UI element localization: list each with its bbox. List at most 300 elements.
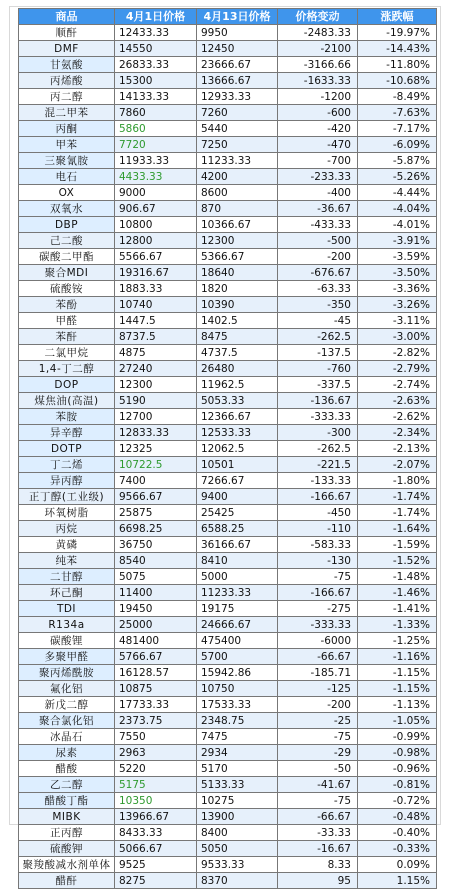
cell-change-pct: -1.13% — [358, 697, 437, 713]
cell-price-apr13: 8370 — [197, 873, 278, 889]
cell-change-pct: -1.05% — [358, 713, 437, 729]
cell-price-apr1: 26833.33 — [115, 57, 197, 73]
cell-change-pct: 1.15% — [358, 873, 437, 889]
cell-price-change: -600 — [278, 105, 358, 121]
table-row — [19, 313, 437, 329]
cell-change-pct: -1.46% — [358, 585, 437, 601]
cell-change-pct: -7.17% — [358, 121, 437, 137]
table-row — [19, 201, 437, 217]
cell-price-apr1: 19316.67 — [115, 265, 197, 281]
cell-price-apr13: 36166.67 — [197, 537, 278, 553]
cell-price-apr13: 5366.67 — [197, 249, 278, 265]
cell-price-change: -66.67 — [278, 809, 358, 825]
table-row — [19, 873, 437, 889]
cell-price-change: -3166.66 — [278, 57, 358, 73]
cell-price-apr13: 5440 — [197, 121, 278, 137]
cell-price-apr1: 9000 — [115, 185, 197, 201]
cell-price-apr13: 25425 — [197, 505, 278, 521]
cell-commodity: 碳酸锂 — [19, 633, 115, 649]
cell-price-apr1: 12833.33 — [115, 425, 197, 441]
cell-change-pct: -11.80% — [358, 57, 437, 73]
cell-price-apr1: 13966.67 — [115, 809, 197, 825]
cell-change-pct: -1.25% — [358, 633, 437, 649]
cell-price-change: -41.67 — [278, 777, 358, 793]
cell-price-apr1: 8433.33 — [115, 825, 197, 841]
cell-price-change: -262.5 — [278, 329, 358, 345]
table-row — [19, 249, 437, 265]
cell-commodity: 丁二烯 — [19, 457, 115, 473]
cell-commodity: 1,4-丁二醇 — [19, 361, 115, 377]
cell-price-change: -45 — [278, 313, 358, 329]
cell-price-apr13: 6588.25 — [197, 521, 278, 537]
cell-price-change: -1200 — [278, 89, 358, 105]
table-row — [19, 649, 437, 665]
cell-price-apr13: 7250 — [197, 137, 278, 153]
cell-price-apr1: 25875 — [115, 505, 197, 521]
cell-change-pct: -1.16% — [358, 649, 437, 665]
cell-price-apr13: 11233.33 — [197, 153, 278, 169]
table-row — [19, 777, 437, 793]
cell-price-apr13: 18640 — [197, 265, 278, 281]
cell-price-change: -75 — [278, 569, 358, 585]
cell-price-apr1: 5766.67 — [115, 649, 197, 665]
cell-price-change: -130 — [278, 553, 358, 569]
price-change-table — [18, 8, 437, 889]
cell-price-apr13: 4200 — [197, 169, 278, 185]
cell-price-change: -36.67 — [278, 201, 358, 217]
cell-price-apr13: 1402.5 — [197, 313, 278, 329]
cell-price-apr1: 27240 — [115, 361, 197, 377]
cell-price-apr13: 12300 — [197, 233, 278, 249]
cell-price-change: -676.67 — [278, 265, 358, 281]
table-row — [19, 713, 437, 729]
cell-price-apr1: 5075 — [115, 569, 197, 585]
cell-price-apr13: 5170 — [197, 761, 278, 777]
cell-price-apr1: 16128.57 — [115, 665, 197, 681]
cell-price-apr13: 1820 — [197, 281, 278, 297]
cell-price-apr1: 9566.67 — [115, 489, 197, 505]
cell-price-apr1: 9525 — [115, 857, 197, 873]
cell-price-apr13: 12366.67 — [197, 409, 278, 425]
cell-price-apr1: 10875 — [115, 681, 197, 697]
table-row — [19, 73, 437, 89]
cell-price-apr13: 26480 — [197, 361, 278, 377]
cell-price-change: -63.33 — [278, 281, 358, 297]
cell-price-apr13: 7475 — [197, 729, 278, 745]
table-row — [19, 601, 437, 617]
cell-commodity: DBP — [19, 217, 115, 233]
table-body — [19, 25, 437, 889]
cell-commodity: 丙二醇 — [19, 89, 115, 105]
cell-price-apr13: 10366.67 — [197, 217, 278, 233]
table-row — [19, 57, 437, 73]
cell-change-pct: -0.48% — [358, 809, 437, 825]
cell-price-apr1: 7400 — [115, 473, 197, 489]
table-row — [19, 105, 437, 121]
cell-commodity: 二甘醇 — [19, 569, 115, 585]
cell-price-apr1: 8737.5 — [115, 329, 197, 345]
table-row — [19, 633, 437, 649]
cell-price-apr13: 10390 — [197, 297, 278, 313]
cell-price-apr13: 8400 — [197, 825, 278, 841]
cell-price-apr1: 36750 — [115, 537, 197, 553]
cell-commodity: 苯酐 — [19, 329, 115, 345]
cell-price-apr13: 9950 — [197, 25, 278, 41]
cell-commodity: 黄磷 — [19, 537, 115, 553]
table-row — [19, 809, 437, 825]
table-row — [19, 41, 437, 57]
cell-price-change: -136.67 — [278, 393, 358, 409]
cell-price-apr13: 12062.5 — [197, 441, 278, 457]
table-row — [19, 681, 437, 697]
cell-change-pct: -1.52% — [358, 553, 437, 569]
cell-commodity: 二氯甲烷 — [19, 345, 115, 361]
cell-commodity: 异辛醇 — [19, 425, 115, 441]
table-row — [19, 537, 437, 553]
cell-commodity: 聚羧酸减水剂单体 — [19, 857, 115, 873]
cell-commodity: 苯胺 — [19, 409, 115, 425]
cell-price-apr13: 870 — [197, 201, 278, 217]
cell-change-pct: -2.34% — [358, 425, 437, 441]
cell-change-pct: -3.36% — [358, 281, 437, 297]
cell-price-change: -33.33 — [278, 825, 358, 841]
cell-price-change: -125 — [278, 681, 358, 697]
cell-commodity: 新戊二醇 — [19, 697, 115, 713]
cell-price-apr13: 5000 — [197, 569, 278, 585]
cell-price-apr1: 4433.33 — [115, 169, 197, 185]
cell-commodity: 聚合氯化铝 — [19, 713, 115, 729]
cell-price-change: -420 — [278, 121, 358, 137]
cell-commodity: 碳酸二甲酯 — [19, 249, 115, 265]
cell-price-apr13: 12933.33 — [197, 89, 278, 105]
table-row — [19, 729, 437, 745]
cell-price-apr1: 11933.33 — [115, 153, 197, 169]
cell-change-pct: -1.48% — [358, 569, 437, 585]
cell-commodity: 异丙醇 — [19, 473, 115, 489]
cell-price-apr1: 12300 — [115, 377, 197, 393]
cell-price-apr1: 2963 — [115, 745, 197, 761]
table-row — [19, 281, 437, 297]
header-row — [19, 9, 437, 25]
cell-price-change: -200 — [278, 249, 358, 265]
cell-price-change: -1633.33 — [278, 73, 358, 89]
cell-commodity: 正丙醇 — [19, 825, 115, 841]
cell-change-pct: -1.64% — [358, 521, 437, 537]
cell-change-pct: -3.91% — [358, 233, 437, 249]
cell-change-pct: -0.81% — [358, 777, 437, 793]
table-row — [19, 425, 437, 441]
header-price-change: 价格变动 — [278, 9, 358, 25]
cell-commodity: 乙二醇 — [19, 777, 115, 793]
cell-price-change: -2483.33 — [278, 25, 358, 41]
table-row — [19, 793, 437, 809]
cell-price-apr1: 5190 — [115, 393, 197, 409]
cell-commodity: 聚合MDI — [19, 265, 115, 281]
cell-price-apr1: 8275 — [115, 873, 197, 889]
cell-commodity: 三聚氰胺 — [19, 153, 115, 169]
cell-price-apr1: 5175 — [115, 777, 197, 793]
cell-price-apr1: 5566.67 — [115, 249, 197, 265]
cell-change-pct: -4.01% — [358, 217, 437, 233]
cell-price-change: -700 — [278, 153, 358, 169]
cell-price-change: -66.67 — [278, 649, 358, 665]
cell-price-change: -450 — [278, 505, 358, 521]
cell-price-change: -110 — [278, 521, 358, 537]
cell-change-pct: -3.50% — [358, 265, 437, 281]
cell-commodity: 氟化铝 — [19, 681, 115, 697]
cell-price-apr13: 4737.5 — [197, 345, 278, 361]
cell-commodity: 煤焦油(高温) — [19, 393, 115, 409]
cell-commodity: 纯苯 — [19, 553, 115, 569]
cell-price-change: -262.5 — [278, 441, 358, 457]
table-row — [19, 569, 437, 585]
table-row — [19, 745, 437, 761]
header-commodity: 商品 — [19, 9, 115, 25]
cell-price-change: -333.33 — [278, 409, 358, 425]
cell-price-change: -166.67 — [278, 585, 358, 601]
table-row — [19, 153, 437, 169]
cell-price-apr13: 12533.33 — [197, 425, 278, 441]
cell-price-change: -470 — [278, 137, 358, 153]
table-row — [19, 505, 437, 521]
cell-change-pct: -1.15% — [358, 665, 437, 681]
cell-change-pct: -3.59% — [358, 249, 437, 265]
table-row — [19, 761, 437, 777]
cell-price-apr1: 5220 — [115, 761, 197, 777]
cell-price-apr13: 9533.33 — [197, 857, 278, 873]
cell-price-change: -2100 — [278, 41, 358, 57]
cell-commodity: 甲醛 — [19, 313, 115, 329]
table-row — [19, 665, 437, 681]
table-row — [19, 185, 437, 201]
cell-price-apr13: 10501 — [197, 457, 278, 473]
table-row — [19, 25, 437, 41]
cell-price-apr1: 15300 — [115, 73, 197, 89]
cell-price-apr1: 1447.5 — [115, 313, 197, 329]
cell-change-pct: -2.07% — [358, 457, 437, 473]
cell-price-change: -25 — [278, 713, 358, 729]
cell-price-change: -583.33 — [278, 537, 358, 553]
cell-change-pct: -1.59% — [358, 537, 437, 553]
table-row — [19, 409, 437, 425]
cell-commodity: 尿素 — [19, 745, 115, 761]
table-row — [19, 553, 437, 569]
cell-commodity: 正丁醇(工业级) — [19, 489, 115, 505]
table-row — [19, 137, 437, 153]
table-row — [19, 617, 437, 633]
cell-price-apr13: 15942.86 — [197, 665, 278, 681]
table-row — [19, 489, 437, 505]
cell-change-pct: -8.49% — [358, 89, 437, 105]
table-row — [19, 361, 437, 377]
table-row — [19, 265, 437, 281]
cell-price-change: -275 — [278, 601, 358, 617]
cell-commodity: 混二甲苯 — [19, 105, 115, 121]
cell-commodity: 硫酸钾 — [19, 841, 115, 857]
cell-commodity: 醋酸丁酯 — [19, 793, 115, 809]
cell-price-apr13: 7260 — [197, 105, 278, 121]
cell-price-change: 95 — [278, 873, 358, 889]
cell-price-apr1: 14133.33 — [115, 89, 197, 105]
cell-change-pct: -1.74% — [358, 505, 437, 521]
cell-change-pct: -14.43% — [358, 41, 437, 57]
table-row — [19, 697, 437, 713]
cell-commodity: 电石 — [19, 169, 115, 185]
table-row — [19, 857, 437, 873]
cell-commodity: 己二酸 — [19, 233, 115, 249]
cell-commodity: 顺酐 — [19, 25, 115, 41]
cell-price-apr1: 14550 — [115, 41, 197, 57]
table-row — [19, 393, 437, 409]
cell-commodity: MIBK — [19, 809, 115, 825]
cell-commodity: OX — [19, 185, 115, 201]
cell-change-pct: -2.13% — [358, 441, 437, 457]
cell-price-apr1: 10350 — [115, 793, 197, 809]
cell-price-change: -233.33 — [278, 169, 358, 185]
cell-price-apr13: 10275 — [197, 793, 278, 809]
cell-price-apr13: 5053.33 — [197, 393, 278, 409]
table-row — [19, 121, 437, 137]
cell-commodity: DOP — [19, 377, 115, 393]
table-row — [19, 217, 437, 233]
table-row — [19, 297, 437, 313]
cell-commodity: 丙烯酸 — [19, 73, 115, 89]
cell-price-apr1: 481400 — [115, 633, 197, 649]
cell-price-apr13: 7266.67 — [197, 473, 278, 489]
cell-price-apr1: 5860 — [115, 121, 197, 137]
cell-change-pct: -0.33% — [358, 841, 437, 857]
cell-change-pct: -6.09% — [358, 137, 437, 153]
cell-price-apr1: 906.67 — [115, 201, 197, 217]
cell-price-apr1: 10800 — [115, 217, 197, 233]
cell-price-apr1: 1883.33 — [115, 281, 197, 297]
cell-price-apr1: 7720 — [115, 137, 197, 153]
table-row — [19, 473, 437, 489]
table-row — [19, 345, 437, 361]
cell-price-apr13: 24666.67 — [197, 617, 278, 633]
cell-commodity: R134a — [19, 617, 115, 633]
cell-price-change: 8.33 — [278, 857, 358, 873]
table-row — [19, 233, 437, 249]
cell-commodity: DMF — [19, 41, 115, 57]
cell-change-pct: -19.97% — [358, 25, 437, 41]
cell-change-pct: -0.72% — [358, 793, 437, 809]
cell-price-change: -6000 — [278, 633, 358, 649]
cell-commodity: TDI — [19, 601, 115, 617]
cell-change-pct: -1.15% — [358, 681, 437, 697]
cell-price-change: -75 — [278, 793, 358, 809]
cell-change-pct: -0.98% — [358, 745, 437, 761]
cell-price-apr1: 7860 — [115, 105, 197, 121]
header-price-apr13: 4月13日价格 — [197, 9, 278, 25]
cell-price-apr13: 8600 — [197, 185, 278, 201]
table-row — [19, 329, 437, 345]
cell-change-pct: -3.26% — [358, 297, 437, 313]
cell-price-apr1: 10722.5 — [115, 457, 197, 473]
cell-price-apr1: 2373.75 — [115, 713, 197, 729]
table-row — [19, 377, 437, 393]
header-price-apr1: 4月1日价格 — [115, 9, 197, 25]
cell-change-pct: -0.40% — [358, 825, 437, 841]
cell-price-change: -300 — [278, 425, 358, 441]
cell-price-apr1: 12433.33 — [115, 25, 197, 41]
cell-commodity: 环己酮 — [19, 585, 115, 601]
cell-price-apr13: 475400 — [197, 633, 278, 649]
cell-price-apr1: 5066.67 — [115, 841, 197, 857]
cell-change-pct: -1.74% — [358, 489, 437, 505]
cell-price-change: -29 — [278, 745, 358, 761]
cell-price-apr1: 17733.33 — [115, 697, 197, 713]
cell-price-apr1: 19450 — [115, 601, 197, 617]
cell-price-change: -400 — [278, 185, 358, 201]
cell-price-apr13: 2348.75 — [197, 713, 278, 729]
cell-commodity: 醋酸 — [19, 761, 115, 777]
table-row — [19, 841, 437, 857]
cell-price-apr1: 6698.25 — [115, 521, 197, 537]
cell-change-pct: -2.74% — [358, 377, 437, 393]
cell-price-change: -133.33 — [278, 473, 358, 489]
cell-price-change: -333.33 — [278, 617, 358, 633]
cell-price-change: -50 — [278, 761, 358, 777]
cell-price-change: -185.71 — [278, 665, 358, 681]
cell-price-change: -500 — [278, 233, 358, 249]
cell-price-change: -337.5 — [278, 377, 358, 393]
cell-commodity: 醋酐 — [19, 873, 115, 889]
cell-price-change: -16.67 — [278, 841, 358, 857]
table-row — [19, 169, 437, 185]
cell-change-pct: -5.87% — [358, 153, 437, 169]
cell-change-pct: -0.99% — [358, 729, 437, 745]
cell-commodity: 丙酮 — [19, 121, 115, 137]
cell-change-pct: -3.11% — [358, 313, 437, 329]
cell-change-pct: -4.04% — [358, 201, 437, 217]
cell-commodity: 甲苯 — [19, 137, 115, 153]
cell-change-pct: -10.68% — [358, 73, 437, 89]
cell-change-pct: -2.62% — [358, 409, 437, 425]
cell-price-change: -760 — [278, 361, 358, 377]
cell-price-change: -75 — [278, 729, 358, 745]
cell-commodity: 甘氨酸 — [19, 57, 115, 73]
cell-price-apr13: 11233.33 — [197, 585, 278, 601]
cell-price-apr13: 12450 — [197, 41, 278, 57]
cell-price-change: -221.5 — [278, 457, 358, 473]
cell-change-pct: -2.63% — [358, 393, 437, 409]
cell-price-apr13: 2934 — [197, 745, 278, 761]
cell-price-change: -137.5 — [278, 345, 358, 361]
cell-commodity: 苯酚 — [19, 297, 115, 313]
table-row — [19, 441, 437, 457]
cell-change-pct: -3.00% — [358, 329, 437, 345]
cell-price-change: -350 — [278, 297, 358, 313]
cell-price-apr13: 17533.33 — [197, 697, 278, 713]
table-row — [19, 89, 437, 105]
cell-price-apr1: 10740 — [115, 297, 197, 313]
cell-price-apr13: 8410 — [197, 553, 278, 569]
cell-change-pct: -1.33% — [358, 617, 437, 633]
cell-price-apr13: 13900 — [197, 809, 278, 825]
cell-price-apr1: 8540 — [115, 553, 197, 569]
cell-price-apr13: 19175 — [197, 601, 278, 617]
cell-commodity: 环氧树脂 — [19, 505, 115, 521]
cell-commodity: 多聚甲醛 — [19, 649, 115, 665]
cell-change-pct: -2.79% — [358, 361, 437, 377]
cell-price-apr13: 5700 — [197, 649, 278, 665]
cell-change-pct: -0.96% — [358, 761, 437, 777]
table-row — [19, 457, 437, 473]
cell-price-apr13: 5133.33 — [197, 777, 278, 793]
cell-commodity: 冰晶石 — [19, 729, 115, 745]
cell-price-apr13: 9400 — [197, 489, 278, 505]
